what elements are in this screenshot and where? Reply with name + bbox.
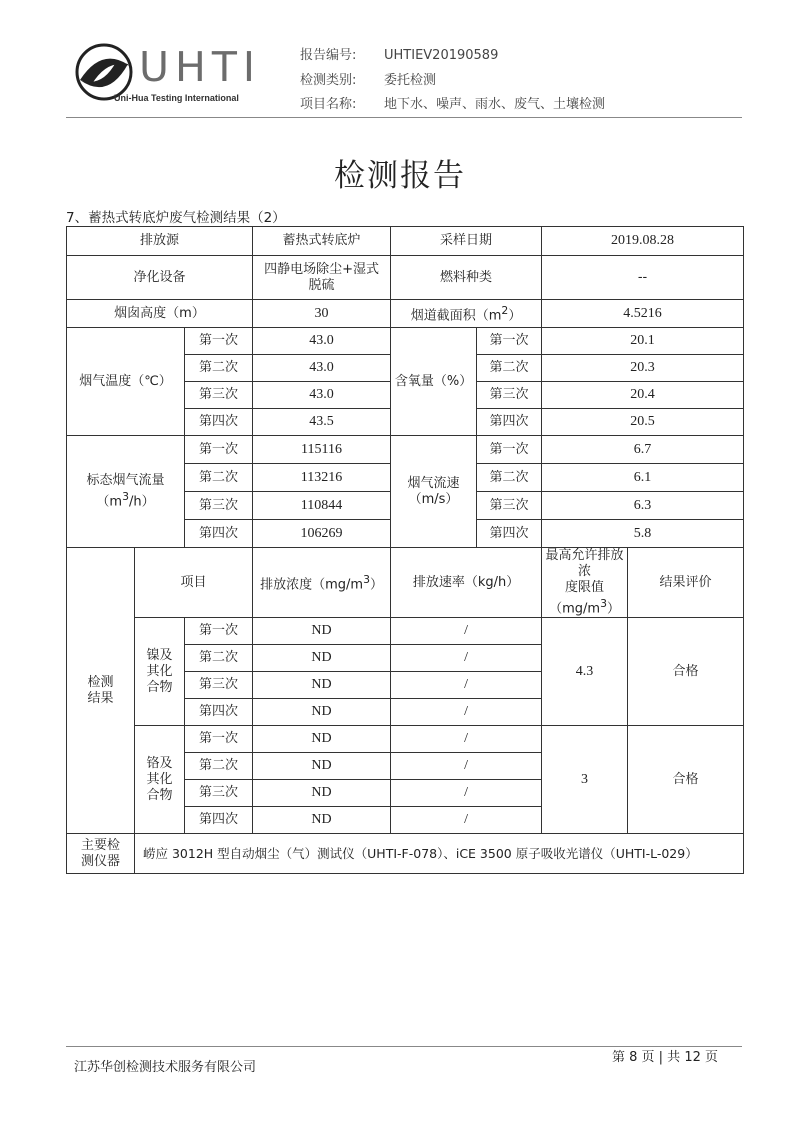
logo-subtitle: Uni-Hua Testing International xyxy=(114,93,239,103)
measure-label: 第二次 xyxy=(185,645,253,672)
category-label: 检测类别: xyxy=(300,73,357,88)
conc-value: ND xyxy=(253,807,391,834)
measure-label: 第四次 xyxy=(185,520,253,548)
conc-value: ND xyxy=(253,618,391,645)
measure-label: 第二次 xyxy=(185,753,253,780)
report-number-row xyxy=(300,44,498,63)
height-label: 烟囱高度（m） xyxy=(67,300,253,328)
rate-value: / xyxy=(391,726,542,753)
header-divider xyxy=(66,117,742,118)
flow-label: 标态烟气流量 $(m^3/h)$ xyxy=(67,436,185,548)
temp-value: 43.5 xyxy=(253,409,391,436)
source-value: 蓄热式转底炉 xyxy=(253,227,391,256)
instruments-value: 崂应 3012H 型自动烟尘（气）测试仪（UHTI-F-078）、iCE 3500 原子吸收光谱仪（UHTI-L-029） xyxy=(135,834,744,874)
table-row xyxy=(67,618,744,645)
measure-label: 第二次 xyxy=(477,464,542,492)
page-title: 检测报告 xyxy=(334,158,466,194)
measure-label: 第二次 xyxy=(185,464,253,492)
conc-value: ND xyxy=(253,726,391,753)
speed-value: 5.8 xyxy=(542,520,744,548)
speed-value: 6.7 xyxy=(542,436,744,464)
flow-value: 106269 xyxy=(253,520,391,548)
oxygen-value: 20.1 xyxy=(542,328,744,355)
measure-label: 第四次 xyxy=(185,699,253,726)
rate-header: 排放速率（kg/h） xyxy=(391,548,542,618)
measure-label: 第三次 xyxy=(185,780,253,807)
eval-value: 合格 xyxy=(628,726,744,834)
measure-label: 第三次 xyxy=(477,382,542,409)
conc-value: ND xyxy=(253,645,391,672)
eval-header: 结果评价 xyxy=(628,548,744,618)
conc-value: ND xyxy=(253,699,391,726)
temp-value: 43.0 xyxy=(253,328,391,355)
project: 地下水、噪声、雨水、废气、土壤检测 xyxy=(384,97,606,112)
rate-value: / xyxy=(391,672,542,699)
limit-value: 3 xyxy=(542,726,628,834)
page-number: 第 8 页 | 共 12 页 xyxy=(612,1050,718,1065)
measure-label: 第三次 xyxy=(477,492,542,520)
measure-label: 第三次 xyxy=(185,492,253,520)
oxygen-label: 含氧量（%） xyxy=(391,328,477,436)
rate-value: / xyxy=(391,645,542,672)
project-label: 项目名称: xyxy=(300,97,357,112)
purify-label: 净化设备 xyxy=(67,256,253,300)
category-row xyxy=(300,69,436,88)
measure-label: 第二次 xyxy=(477,355,542,382)
item-header: 项目 xyxy=(135,548,253,618)
height-value: 30 xyxy=(253,300,391,328)
instruments-label: 主要检 测仪器 xyxy=(67,834,135,874)
table-row xyxy=(67,436,744,464)
company-name: 江苏华创检测技术服务有限公司 xyxy=(74,1060,257,1075)
report-number-label: 报告编号: xyxy=(300,48,357,63)
limit-header: 最高允许排放浓 度限值$(mg/m^3)$ xyxy=(542,548,628,618)
measure-label: 第二次 xyxy=(185,355,253,382)
report-number: UHTIEV20190589 xyxy=(384,48,499,63)
group-name: 镍及 其化 合物 xyxy=(135,618,185,726)
speed-value: 6.3 xyxy=(542,492,744,520)
flow-value: 115116 xyxy=(253,436,391,464)
rate-value: / xyxy=(391,753,542,780)
fuel-value: -- xyxy=(542,256,744,300)
date-label: 采样日期 xyxy=(391,227,542,256)
flow-value: 113216 xyxy=(253,464,391,492)
temp-label: 烟气温度（℃） xyxy=(67,328,185,436)
conc-value: ND xyxy=(253,672,391,699)
conc-value: ND xyxy=(253,780,391,807)
speed-label: 烟气流速 （m/s） xyxy=(391,436,477,548)
section-title: 7、蓄热式转底炉废气检测结果（2） xyxy=(66,210,286,226)
logo-text: UHTI xyxy=(139,43,261,91)
project-row xyxy=(300,93,605,112)
conc-value: ND xyxy=(253,753,391,780)
table-row xyxy=(67,726,744,753)
measure-label: 第一次 xyxy=(185,618,253,645)
oxygen-value: 20.5 xyxy=(542,409,744,436)
rate-value: / xyxy=(391,699,542,726)
category: 委托检测 xyxy=(384,73,437,88)
table-row xyxy=(67,834,744,874)
table-row xyxy=(67,548,744,618)
area-value: 4.5216 xyxy=(542,300,744,328)
temp-value: 43.0 xyxy=(253,355,391,382)
measure-label: 第三次 xyxy=(185,382,253,409)
measure-label: 第一次 xyxy=(477,436,542,464)
fuel-label: 燃料种类 xyxy=(391,256,542,300)
purify-value: 四静电场除尘+湿式 脱硫 xyxy=(253,256,391,300)
measure-label: 第四次 xyxy=(477,520,542,548)
results-table xyxy=(66,226,744,874)
source-label: 排放源 xyxy=(67,227,253,256)
results-label: 检测 结果 xyxy=(67,548,135,834)
measure-label: 第一次 xyxy=(185,328,253,355)
table-row xyxy=(67,328,744,355)
group-name: 铬及 其化 合物 xyxy=(135,726,185,834)
measure-label: 第一次 xyxy=(185,726,253,753)
eval-value: 合格 xyxy=(628,618,744,726)
table-row xyxy=(67,227,744,256)
rate-value: / xyxy=(391,780,542,807)
conc-header: 排放浓度$(mg/m^3)$ xyxy=(253,548,391,618)
measure-label: 第三次 xyxy=(185,672,253,699)
temp-value: 43.0 xyxy=(253,382,391,409)
measure-label: 第四次 xyxy=(477,409,542,436)
oxygen-value: 20.3 xyxy=(542,355,744,382)
table-row xyxy=(67,256,744,300)
measure-label: 第四次 xyxy=(185,409,253,436)
limit-value: 4.3 xyxy=(542,618,628,726)
area-label: 烟道截面积$(m^2)$ xyxy=(391,300,542,328)
oxygen-value: 20.4 xyxy=(542,382,744,409)
measure-label: 第一次 xyxy=(477,328,542,355)
table-row xyxy=(67,300,744,328)
date-value: 2019.08.28 xyxy=(542,227,744,256)
measure-label: 第四次 xyxy=(185,807,253,834)
measure-label: 第一次 xyxy=(185,436,253,464)
rate-value: / xyxy=(391,807,542,834)
speed-value: 6.1 xyxy=(542,464,744,492)
rate-value: / xyxy=(391,618,542,645)
flow-value: 110844 xyxy=(253,492,391,520)
